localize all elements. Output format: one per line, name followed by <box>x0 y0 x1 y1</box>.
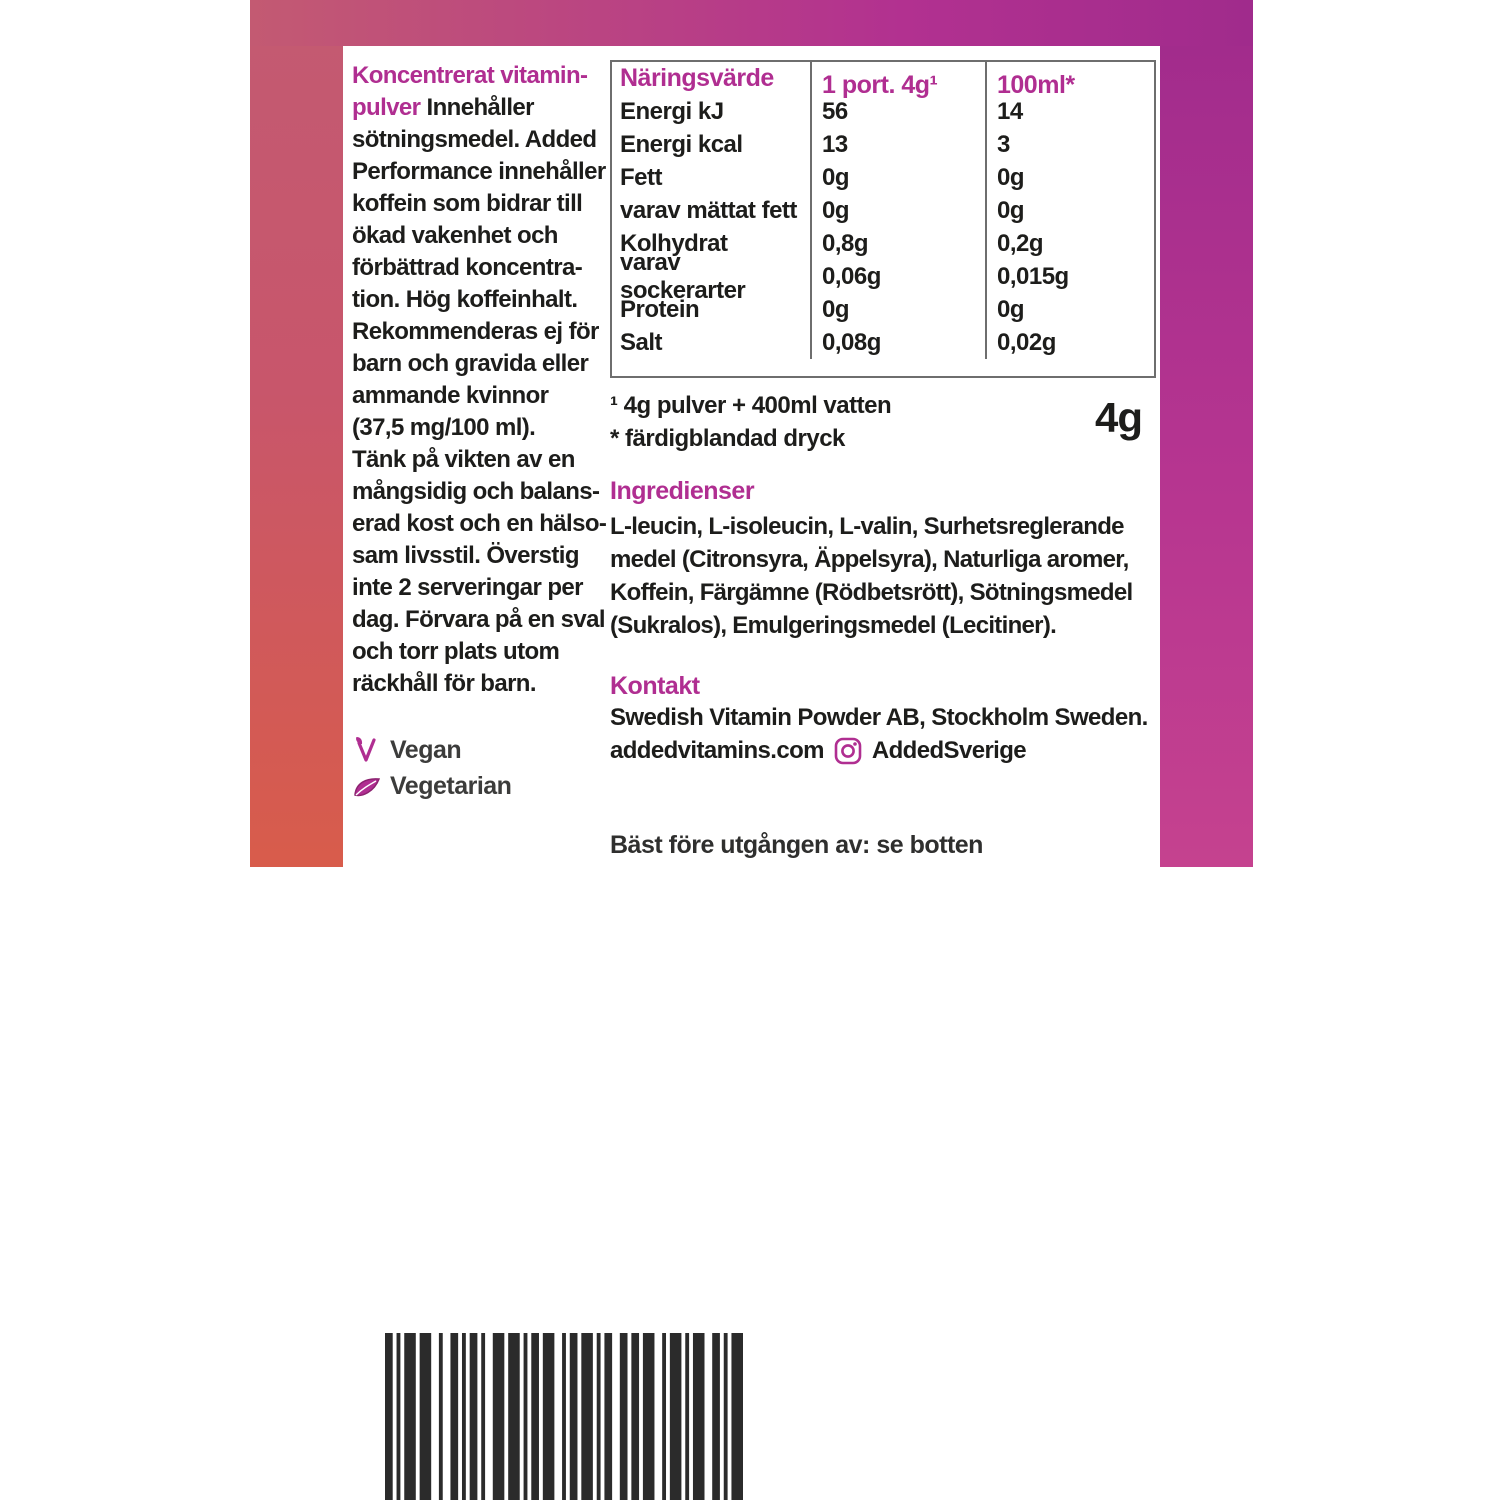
vegetarian-icon <box>352 771 382 801</box>
description-line: och torr plats utom <box>352 638 560 665</box>
description-line: sam livsstil. Överstig <box>352 542 579 569</box>
nutrition-cell: 0,08g <box>810 326 985 359</box>
instagram-handle: AddedSverige <box>871 737 1027 764</box>
footnote-mixed: * färdigblandad dryck <box>610 425 845 452</box>
nutrition-cell: 0,8g <box>810 227 985 260</box>
vegetarian-badge <box>352 768 511 804</box>
ingredients-line: L-leucin, L-isoleucin, L-valin, Surhetsreglerande <box>610 513 1124 540</box>
description-line: Koncentrerat vitamin- <box>352 62 588 89</box>
nutrition-cell: Energi kJ <box>620 97 724 125</box>
gradient-right-strip <box>1160 0 1253 867</box>
ingredients-line: Koffein, Färgämne (Rödbetsrött), Sötningsmedel <box>610 579 1133 606</box>
description-line: förbättrad koncentra- <box>352 254 583 281</box>
diet-badges <box>352 732 511 804</box>
nutrition-cell: 0g <box>810 161 985 194</box>
barcode <box>385 1333 743 1500</box>
gradient-top-band <box>250 0 1253 46</box>
nutrition-header-cell: Näringsvärde <box>620 64 774 92</box>
description-line: dag. Förvara på en sval <box>352 606 605 633</box>
description-line: Performance innehåller <box>352 158 606 185</box>
nutrition-cell: 3 <box>985 128 1154 161</box>
vegan-badge <box>352 732 511 768</box>
nutrition-cell: 0,02g <box>985 326 1154 359</box>
description-line: barn och gravida eller <box>352 350 589 377</box>
nutrition-cell: 0,015g <box>985 260 1154 293</box>
nutrition-cell: 0g <box>985 161 1154 194</box>
description-line: ammande kvinnor <box>352 382 549 409</box>
nutrition-cell: Kolhydrat <box>620 229 728 257</box>
ingredients-line: medel (Citronsyra, Äppelsyra), Naturliga aromer, <box>610 546 1129 573</box>
nutrition-cell: varav sockerarter <box>620 248 746 304</box>
description-line: koffein som bidrar till <box>352 190 583 217</box>
ingredients-text <box>610 510 1132 642</box>
nutrition-cell: 0g <box>985 293 1154 326</box>
product-description <box>352 60 610 700</box>
description-line: (37,5 mg/100 ml). <box>352 414 536 441</box>
nutrition-cell: 14 <box>985 95 1154 128</box>
label-panel <box>343 46 1160 867</box>
description-line: erad kost och en hälso- <box>352 510 607 537</box>
footnote-serving: ¹ 4g pulver + 400ml vatten <box>610 392 892 419</box>
nutrition-cell: 13 <box>810 128 985 161</box>
description-line: Rekommenderas ej för <box>352 318 599 345</box>
gradient-left-strip <box>250 0 343 867</box>
serving-size: 4g <box>1094 394 1142 441</box>
nutrition-cell: Salt <box>620 328 663 356</box>
contact-address: Swedish Vitamin Powder AB, Stockholm Sweden. <box>610 704 1148 731</box>
nutrition-cell: 0,2g <box>985 227 1154 260</box>
nutrition-cell: Fett <box>620 163 662 191</box>
nutrition-cell: Energi kcal <box>620 130 743 158</box>
nutrition-cell: varav mättat fett <box>620 196 797 224</box>
description-line: sötningsmedel. Added <box>352 126 597 153</box>
description-line: räckhåll för barn. <box>352 670 536 697</box>
vegetarian-label: Vegetarian <box>390 771 512 800</box>
contact-social-row <box>610 736 1026 766</box>
description-line: ökad vakenhet och <box>352 222 558 249</box>
nutrition-cell: Protein <box>620 295 700 323</box>
vegan-label: Vegan <box>390 735 462 764</box>
description-line: mångsidig och balans- <box>352 478 600 505</box>
vegan-icon <box>352 735 382 765</box>
contact-heading: Kontakt <box>610 672 700 700</box>
description-line: inte 2 serveringar per <box>352 574 583 601</box>
description-line: pulver Innehåller <box>352 94 534 121</box>
label-photo <box>250 0 1253 867</box>
instagram-icon <box>833 736 863 766</box>
best-before: Bäst före utgången av: se botten <box>610 831 983 859</box>
nutrition-cell: 0g <box>810 194 985 227</box>
ingredients-heading: Ingredienser <box>610 477 755 505</box>
contact-website: addedvitamins.com <box>610 737 824 764</box>
nutrition-header-cell: 1 port. 4g¹ <box>810 62 985 108</box>
description-line: tion. Hög koffeinhalt. <box>352 286 578 313</box>
nutrition-cell: 56 <box>810 95 985 128</box>
ingredients-line: (Sukralos), Emulgeringsmedel (Lecitiner). <box>610 612 1057 639</box>
nutrition-cell: 0,06g <box>810 260 985 293</box>
nutrition-header-cell: 100ml* <box>985 62 1154 108</box>
nutrition-cell: 0g <box>985 194 1154 227</box>
nutrition-table <box>610 60 1156 378</box>
nutrition-cell: 0g <box>810 293 985 326</box>
description-line: Tänk på vikten av en <box>352 446 575 473</box>
